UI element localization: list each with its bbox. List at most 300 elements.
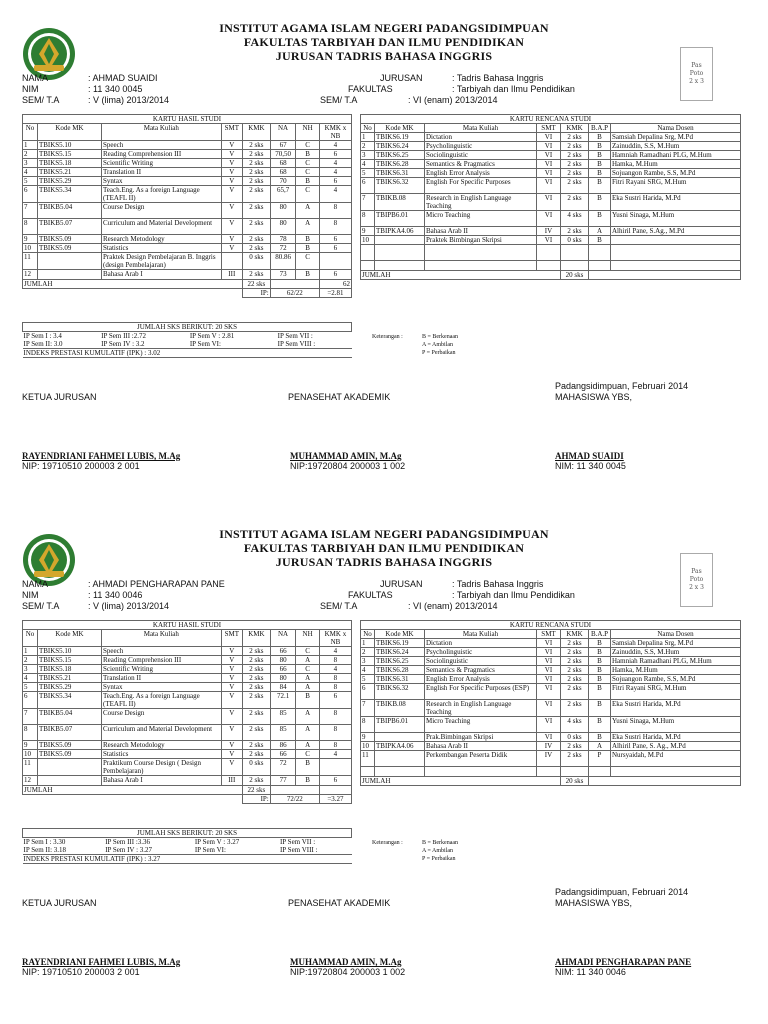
- krs-row: [361, 700, 741, 717]
- khs-no: 5: [23, 177, 38, 186]
- krs-matkul: Bahasa Arab II: [425, 227, 537, 236]
- krs-no: 9: [361, 733, 375, 742]
- khs-matkul: Bahasa Arab I: [102, 270, 222, 280]
- khs-ip-blank: [23, 795, 243, 804]
- krs-dosen: Hamka, M.Hum: [611, 160, 741, 169]
- krs-no: 8: [361, 717, 375, 733]
- khs-kmkxnb: 6: [319, 776, 351, 786]
- khs-kmk: 2 sks: [242, 186, 270, 203]
- krs-bap: B: [589, 151, 611, 160]
- krs-dosen: Samsiah Depalina Srg, M.Pd: [611, 639, 741, 648]
- department-title: JURUSAN TADRIS BAHASA INGGRIS: [275, 49, 493, 63]
- ip-semester: IP Sem II: 3.18: [23, 846, 67, 854]
- krs-kode: [375, 767, 425, 777]
- penasehat-title: PENASEHAT AKADEMIK: [288, 898, 391, 908]
- ip-semester: IP Sem IV : 3.27: [105, 846, 153, 854]
- krs-kode: TBIKS6.25: [375, 151, 425, 160]
- khs-row: [23, 235, 352, 244]
- khs-row: [23, 692, 352, 709]
- khs-kode: TBIKS5.29: [37, 177, 101, 186]
- khs-kmkxnb: 6: [319, 244, 351, 253]
- krs-dosen: Eka Sustri Harida, M.Pd: [611, 733, 741, 742]
- khs-na: 66: [270, 647, 296, 656]
- khs-kmkxnb: 6: [319, 150, 351, 159]
- khs-na: 68: [270, 168, 296, 177]
- khs-kode: TBIKB5.07: [37, 725, 101, 741]
- krs-no: 10: [361, 742, 375, 751]
- krs-no: 10: [361, 236, 375, 245]
- krs-kode: TBIKB.08: [375, 194, 425, 211]
- khs-total-row: [23, 280, 352, 289]
- krs-bap: B: [589, 142, 611, 151]
- khs-matkul: Teach.Eng. As a foreign Language (TEAFL II): [102, 692, 222, 709]
- khs-matkul: Praktikum Course Design ( Design Pembelajaran): [102, 759, 222, 776]
- khs-no: 12: [23, 270, 38, 280]
- khs-no: 4: [23, 674, 38, 683]
- khs-kode: TBIKS5.21: [37, 674, 101, 683]
- khs-na: 70,50: [270, 150, 296, 159]
- khs-kode: TBIKS5.34: [37, 186, 101, 203]
- ip-semester: IP Sem III :2.72: [101, 332, 147, 340]
- khs-no: 2: [23, 656, 38, 665]
- khs-jumlah-label: JUMLAH: [23, 786, 243, 795]
- krs-bap: B: [589, 160, 611, 169]
- khs-kmkxnb: 8: [319, 709, 351, 725]
- khs-matkul: Bahasa Arab I: [102, 776, 222, 786]
- krs-total-kmk: 20 sks: [561, 271, 589, 280]
- khs-no: 2: [23, 150, 38, 159]
- khs-total-kmkxnb: 62: [319, 280, 351, 289]
- krs-dosen: Sojuangon Rambe, S.S, M.Pd: [611, 169, 741, 178]
- ip-semester: IP Sem IV : 3.2: [101, 340, 145, 348]
- khs-row: [23, 683, 352, 692]
- ip-semester: IP Sem VII :: [279, 838, 316, 846]
- khs-nh: C: [296, 141, 319, 150]
- ketua-nip: NIP: 19710510 200003 2 001: [22, 967, 140, 977]
- khs-kmkxnb: 6: [319, 177, 351, 186]
- krs-row: [361, 666, 741, 675]
- krs-kmk: 2 sks: [561, 742, 589, 751]
- khs-smt: V: [221, 656, 242, 665]
- khs-na: 80.86: [270, 253, 296, 270]
- khs-kmkxnb: 4: [319, 647, 351, 656]
- khs-kode: TBIKS5.15: [37, 150, 101, 159]
- krs-no: 3: [361, 657, 375, 666]
- kartu-hasil-studi-table: [22, 114, 352, 298]
- khs-matkul: Speech: [102, 141, 222, 150]
- khs-no: 7: [23, 709, 38, 725]
- krs-kode: TBIKS6.31: [375, 675, 425, 684]
- ip-value: 62/22: [270, 289, 319, 298]
- krs-no: 4: [361, 160, 375, 169]
- col-kmkxnb: KMK x NB: [319, 630, 351, 647]
- keterangan: [372, 839, 458, 863]
- ketua-name: RAYENDRIANI FAHMEI LUBIS, M.Ag: [22, 451, 181, 461]
- krs-no: 7: [361, 700, 375, 717]
- khs-nh: B: [296, 177, 319, 186]
- place-date: Padangsidimpuan, Februari 2014: [555, 887, 689, 897]
- khs-ip-blank: [23, 289, 243, 298]
- col-matkul: Mata Kuliah: [102, 124, 222, 141]
- sks-title: JUMLAH SKS BERIKUT: 20 SKS: [23, 829, 352, 838]
- khs-row: [23, 253, 352, 270]
- keterangan-a: A = Ambilan: [422, 848, 454, 854]
- krs-kmk: 0 sks: [561, 236, 589, 245]
- col-dosen: Nama Dosen: [611, 630, 741, 639]
- keterangan: [372, 333, 458, 357]
- krs-total-kmk: 20 sks: [561, 777, 589, 786]
- krs-matkul: [425, 261, 537, 271]
- krs-row: [361, 236, 741, 245]
- col-kmk: KMK: [242, 630, 270, 647]
- khs-na: 72: [270, 244, 296, 253]
- khs-matkul: Curriculum and Material Development: [102, 219, 222, 235]
- krs-no: 2: [361, 142, 375, 151]
- khs-total-row: [23, 786, 352, 795]
- khs-smt: V: [221, 750, 242, 759]
- krs-matkul: Psycholinguistic: [425, 648, 537, 657]
- khs-kode: TBIKS5.18: [37, 665, 101, 674]
- col-smt: SMT: [221, 630, 242, 647]
- mahasiswa-title: MAHASISWA YBS,: [555, 392, 633, 402]
- khs-no: 10: [23, 244, 38, 253]
- khs-kmkxnb: 4: [319, 665, 351, 674]
- khs-smt: V: [221, 141, 242, 150]
- krs-no: 5: [361, 169, 375, 178]
- khs-no: 6: [23, 692, 38, 709]
- khs-row: [23, 709, 352, 725]
- krs-smt: [537, 261, 561, 271]
- institution-title: INSTITUT AGAMA ISLAM NEGERI PADANGSIDIMPUAN: [219, 527, 549, 541]
- krs-no: 7: [361, 194, 375, 211]
- khs-smt: V: [221, 150, 242, 159]
- krs-row: [361, 160, 741, 169]
- krs-kode: TBIKS6.28: [375, 160, 425, 169]
- khs-kode: TBIKS5.34: [37, 692, 101, 709]
- jurusan-label: JURUSAN: [380, 579, 423, 589]
- khs-kmk: 2 sks: [242, 141, 270, 150]
- krs-dosen: Sojuangon Rambe, S.S, M.Pd: [611, 675, 741, 684]
- krs-bap: B: [589, 639, 611, 648]
- krs-kmk: 2 sks: [561, 142, 589, 151]
- krs-no: 11: [361, 751, 375, 767]
- krs-kmk: 4 sks: [561, 717, 589, 733]
- ip-result: =3.27: [319, 795, 351, 804]
- krs-matkul: English Error Analysis: [425, 169, 537, 178]
- krs-dosen: Eka Sustri Harida, M.Pd: [611, 194, 741, 211]
- krs-kode: TBIPKA4.06: [375, 742, 425, 751]
- khs-na: 72.1: [270, 692, 296, 709]
- khs-smt: V: [221, 235, 242, 244]
- krs-total-blank: [589, 271, 741, 280]
- khs-matkul: Research Metodology: [102, 235, 222, 244]
- khs-nh: A: [296, 709, 319, 725]
- krs-bap: B: [589, 133, 611, 142]
- khs-kmkxnb: 4: [319, 141, 351, 150]
- krs-dosen: Hamniah Ramadhani PLG, M.Hum: [611, 657, 741, 666]
- khs-matkul: Translation II: [102, 674, 222, 683]
- khs-row: [23, 219, 352, 235]
- khs-ip-row: [23, 289, 352, 298]
- khs-kode: TBIKS5.15: [37, 656, 101, 665]
- sem-value: : V (lima) 2013/2014: [88, 601, 170, 611]
- khs-matkul: Translation II: [102, 168, 222, 177]
- krs-kmk: 2 sks: [561, 639, 589, 648]
- krs-smt: VI: [537, 211, 561, 227]
- krs-smt: VI: [537, 178, 561, 194]
- krs-bap: B: [589, 700, 611, 717]
- col-nh: NH: [296, 124, 319, 141]
- photo-label: Pas: [691, 62, 702, 69]
- khs-kmkxnb: 6: [319, 270, 351, 280]
- krs-matkul: Semantics & Pragmatics: [425, 160, 537, 169]
- khs-na: 66: [270, 665, 296, 674]
- khs-kmk: 0 sks: [242, 253, 270, 270]
- krs-kmk: 2 sks: [561, 657, 589, 666]
- krs-kode: TBIPKA4.06: [375, 227, 425, 236]
- krs-dosen: Yusni Sinaga, M.Hum: [611, 717, 741, 733]
- krs-matkul: Research in English Language Teaching: [425, 700, 537, 717]
- khs-matkul: Research Metodology: [102, 741, 222, 750]
- keterangan-b: B = Berkenaan: [422, 334, 459, 340]
- khs-nh: B: [296, 244, 319, 253]
- krs-smt: VI: [537, 194, 561, 211]
- khs-jumlah-label: JUMLAH: [23, 280, 243, 289]
- khs-smt: V: [221, 203, 242, 219]
- krs-dosen: Fitri Rayani SRG, M.Hum: [611, 178, 741, 194]
- khs-smt: V: [221, 759, 242, 776]
- krs-matkul: Semantics & Pragmatics: [425, 666, 537, 675]
- krs-row: [361, 751, 741, 767]
- krs-smt: IV: [537, 751, 561, 767]
- khs-smt: [221, 253, 242, 270]
- krs-kode: TBIKS6.19: [375, 639, 425, 648]
- khs-nh: C: [296, 168, 319, 177]
- krs-bap: A: [589, 742, 611, 751]
- krs-kode: TBIPB6.01: [375, 211, 425, 227]
- khs-total-blank: [270, 786, 319, 795]
- krs-row: [361, 767, 741, 777]
- krs-row: [361, 151, 741, 160]
- khs-kode: TBIKS5.10: [37, 647, 101, 656]
- krs-bap: B: [589, 717, 611, 733]
- khs-kmk: 2 sks: [242, 235, 270, 244]
- col-matkul: Mata Kuliah: [102, 630, 222, 647]
- khs-na: 70: [270, 177, 296, 186]
- ip-semester: IP Sem II: 3.0: [23, 340, 63, 348]
- khs-na: 65,7: [270, 186, 296, 203]
- krs-kode: [375, 245, 425, 261]
- khs-kode: TBIKS5.09: [37, 235, 101, 244]
- krs-kode: TBIKS6.19: [375, 133, 425, 142]
- krs-row: [361, 261, 741, 271]
- khs-no: 8: [23, 725, 38, 741]
- sem2-value: : VI (enam) 2013/2014: [408, 95, 498, 105]
- nama-label: NAMA: [22, 579, 49, 589]
- khs-kode: [37, 776, 101, 786]
- krs-smt: VI: [537, 169, 561, 178]
- krs-kode: TBIKS6.24: [375, 142, 425, 151]
- krs-caption: KARTU RENCANA STUDI: [361, 115, 741, 124]
- khs-kmkxnb: 6: [319, 235, 351, 244]
- pa-nip: NIP:19720804 200003 1 002: [290, 967, 406, 977]
- khs-matkul: Syntax: [102, 683, 222, 692]
- khs-no: 6: [23, 186, 38, 203]
- krs-no: 6: [361, 178, 375, 194]
- ipk-value: INDEKS PRESTASI KUMULATIF (IPK) : 3.02: [23, 349, 352, 358]
- jurusan-value: : Tadris Bahasa Inggris: [452, 579, 544, 589]
- krs-matkul: English Error Analysis: [425, 675, 537, 684]
- krs-row: [361, 717, 741, 733]
- khs-kmkxnb: [319, 253, 351, 270]
- krs-matkul: Bahasa Arab II: [425, 742, 537, 751]
- khs-caption: KARTU HASIL STUDI: [23, 621, 352, 630]
- krs-bap: B: [589, 666, 611, 675]
- krs-dosen: [611, 261, 741, 271]
- khs-matkul: Reading Comprehension III: [102, 656, 222, 665]
- khs-kmk: 2 sks: [242, 150, 270, 159]
- khs-matkul: Course Design: [102, 203, 222, 219]
- ip-summary: [22, 322, 352, 358]
- krs-smt: VI: [537, 684, 561, 700]
- krs-dosen: Samsiah Depalina Srg, M.Pd: [611, 133, 741, 142]
- col-kmk: KMK: [242, 124, 270, 141]
- krs-kode: TBIKS6.28: [375, 666, 425, 675]
- krs-no: 9: [361, 227, 375, 236]
- khs-no: 8: [23, 219, 38, 235]
- nim-label: NIM: [22, 590, 39, 600]
- krs-dosen: [611, 767, 741, 777]
- sem-label: SEM/ T.A: [22, 601, 60, 611]
- krs-row: [361, 245, 741, 261]
- krs-matkul: Dictation: [425, 639, 537, 648]
- krs-kmk: 2 sks: [561, 178, 589, 194]
- krs-dosen: [611, 236, 741, 245]
- photo-label: Pas: [691, 568, 702, 575]
- khs-kmk: 2 sks: [242, 665, 270, 674]
- krs-no: [361, 245, 375, 261]
- fakultas-label: FAKULTAS: [348, 590, 393, 600]
- khs-kode: TBIKS5.09: [37, 741, 101, 750]
- krs-smt: VI: [537, 675, 561, 684]
- col-smt: SMT: [537, 630, 561, 639]
- khs-na: 73: [270, 270, 296, 280]
- khs-kmk: 2 sks: [242, 674, 270, 683]
- khs-no: 3: [23, 665, 38, 674]
- khs-kode: [37, 270, 101, 280]
- khs-kmkxnb: 8: [319, 203, 351, 219]
- jurusan-value: : Tadris Bahasa Inggris: [452, 73, 544, 83]
- krs-bap: [589, 261, 611, 271]
- khs-kmk: 2 sks: [242, 203, 270, 219]
- khs-total-blank: [270, 280, 319, 289]
- krs-kmk: 2 sks: [561, 751, 589, 767]
- khs-caption: KARTU HASIL STUDI: [23, 115, 352, 124]
- khs-kmk: 2 sks: [242, 692, 270, 709]
- col-na: NA: [270, 630, 296, 647]
- khs-kmkxnb: 4: [319, 750, 351, 759]
- khs-total-kmk: 22 sks: [242, 280, 270, 289]
- krs-kode: TBIKS6.24: [375, 648, 425, 657]
- ip-semester: IP Sem VI:: [194, 846, 226, 854]
- nim-value: : 11 340 0046: [88, 590, 143, 600]
- khs-row: [23, 177, 352, 186]
- sem-value: : V (lima) 2013/2014: [88, 95, 170, 105]
- khs-kmk: 2 sks: [242, 725, 270, 741]
- khs-nh: C: [296, 665, 319, 674]
- krs-kmk: 2 sks: [561, 666, 589, 675]
- khs-kode: TBIKB5.04: [37, 203, 101, 219]
- krs-matkul: [425, 767, 537, 777]
- khs-na: 80: [270, 656, 296, 665]
- krs-row: [361, 194, 741, 211]
- krs-matkul: Praktek Bimbingan Skripsi: [425, 236, 537, 245]
- krs-bap: B: [589, 657, 611, 666]
- student-signature-name: AHMAD SUAIDI: [555, 451, 624, 461]
- keterangan-label: Keterangan :: [372, 334, 403, 340]
- khs-nh: C: [296, 159, 319, 168]
- krs-kmk: 2 sks: [561, 194, 589, 211]
- krs-matkul: Sociolinguistic: [425, 151, 537, 160]
- keterangan-p: P = Perbaikan: [422, 856, 456, 862]
- krs-no: [361, 261, 375, 271]
- sks-title: JUMLAH SKS BERIKUT: 20 SKS: [23, 323, 352, 332]
- ip-semester: IP Sem III :3.36: [105, 838, 151, 846]
- khs-nh: B: [296, 270, 319, 280]
- krs-dosen: Hamniah Ramadhani PLG, M.Hum: [611, 151, 741, 160]
- krs-no: 3: [361, 151, 375, 160]
- krs-kmk: [561, 261, 589, 271]
- krs-dosen: Alhiril Pane, S. Ag., M.Pd: [611, 742, 741, 751]
- krs-row: [361, 742, 741, 751]
- krs-kmk: 2 sks: [561, 684, 589, 700]
- khs-nh: A: [296, 674, 319, 683]
- krs-no: 2: [361, 648, 375, 657]
- khs-na: 80: [270, 203, 296, 219]
- khs-smt: V: [221, 186, 242, 203]
- khs-smt: V: [221, 674, 242, 683]
- khs-row: [23, 750, 352, 759]
- pa-nip: NIP:19720804 200003 1 002: [290, 461, 406, 471]
- khs-row: [23, 244, 352, 253]
- khs-kmk: 2 sks: [242, 219, 270, 235]
- photo-label: Poto: [689, 576, 704, 583]
- krs-kmk: 2 sks: [561, 227, 589, 236]
- pa-name: MUHAMMAD AMIN, M.Ag: [290, 451, 402, 461]
- col-bap: B.A.P: [589, 630, 611, 639]
- khs-kmkxnb: [319, 759, 351, 776]
- khs-kode: TBIKS5.21: [37, 168, 101, 177]
- keterangan-a: A = Ambilan: [422, 342, 454, 348]
- krs-no: 6: [361, 684, 375, 700]
- khs-nh: C: [296, 750, 319, 759]
- krs-smt: VI: [537, 160, 561, 169]
- khs-matkul: Teach.Eng. As a foreign Language (TEAFL II): [102, 186, 222, 203]
- khs-row: [23, 776, 352, 786]
- krs-kmk: 0 sks: [561, 733, 589, 742]
- krs-bap: [589, 245, 611, 261]
- krs-no: 4: [361, 666, 375, 675]
- khs-row: [23, 159, 352, 168]
- khs-row: [23, 665, 352, 674]
- khs-matkul: Statistics: [102, 244, 222, 253]
- col-na: NA: [270, 124, 296, 141]
- ip-result: =2.81: [319, 289, 351, 298]
- krs-smt: VI: [537, 639, 561, 648]
- ketua-name: RAYENDRIANI FAHMEI LUBIS, M.Ag: [22, 957, 181, 967]
- krs-dosen: Alhiril Pane, S.Ag., M.Pd: [611, 227, 741, 236]
- keterangan-label: Keterangan :: [372, 840, 403, 846]
